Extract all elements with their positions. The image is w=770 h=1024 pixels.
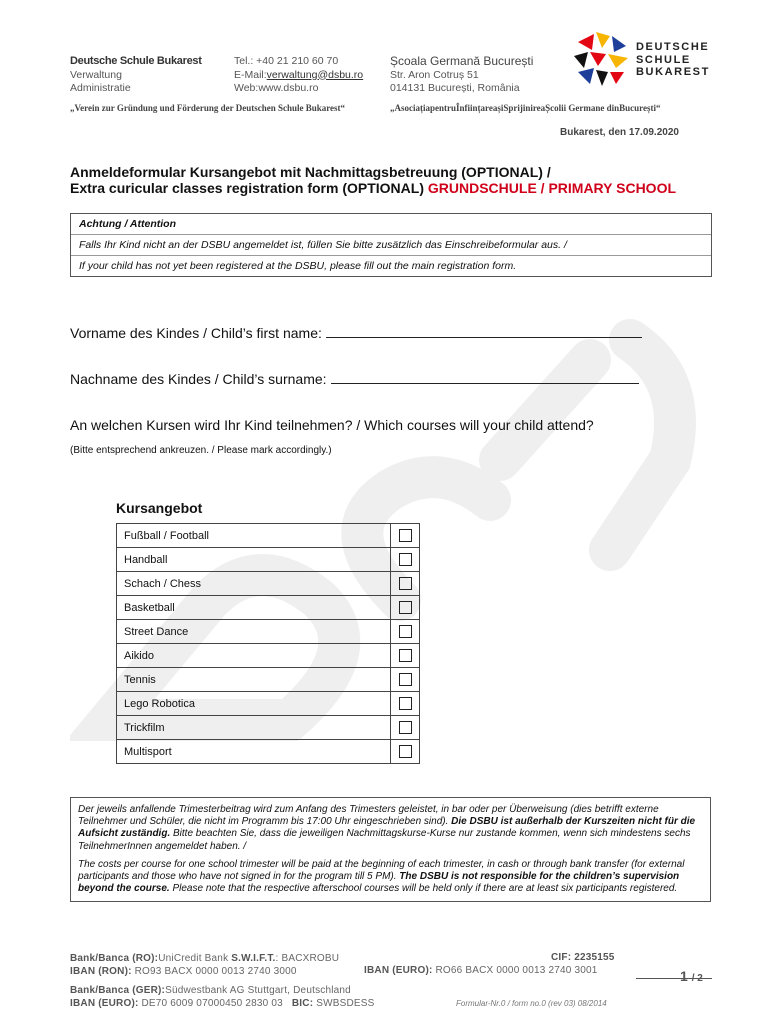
form-title: Anmeldeformular Kursangebot mit Nachmittagsbetreuung (OPTIONAL) / Extra curicular classes registration form (OPTIONAL) GRUNDSCHULE / PRIMARY SCHOOL <box>70 164 677 196</box>
admin-line-ro: Administratie <box>70 82 131 94</box>
attention-line-en: If your child has not yet been registered at the DSBU, please fill out the main registration form. <box>79 260 517 272</box>
surname-row <box>70 371 639 387</box>
attention-heading: Achtung / Attention <box>71 214 711 235</box>
courses-table <box>116 523 420 764</box>
attention-box <box>70 213 712 277</box>
course-checkbox[interactable] <box>399 625 412 638</box>
course-checkbox[interactable] <box>399 745 412 758</box>
course-checkbox[interactable] <box>399 601 412 614</box>
courses-question: An welchen Kursen wird Ihr Kind teilnehmen? / Which courses will your child attend? <box>70 417 594 433</box>
association-name-de: „Verein zur Gründung und Förderung der Deutschen Schule Bukarest“ <box>70 103 346 113</box>
address-city: 014131 București, România <box>390 82 520 94</box>
course-label: Handball <box>117 548 391 572</box>
course-label: Street Dance <box>117 620 391 644</box>
bank-details-ger: Bank/Banca (GER):Südwestbank AG Stuttgart, Deutschland IBAN (EURO): DE70 6009 07000450 2830 03 BIC: SWBSDESS <box>70 985 375 1009</box>
course-label: Basketball <box>117 596 391 620</box>
course-row <box>117 596 420 620</box>
document-date: Bukarest, den 17.09.2020 <box>560 127 679 138</box>
school-name-de: Deutsche Schule Bukarest <box>70 55 202 67</box>
association-name-ro: „AsociațiapentruÎnființareașiSprijinireaȘcolii Germane dinBucurești“ <box>390 103 661 113</box>
course-checkbox[interactable] <box>399 721 412 734</box>
school-name-ro: Școala Germană București <box>390 54 534 68</box>
course-checkbox[interactable] <box>399 553 412 566</box>
terms-note-en: The costs per course for one school trimester will be paid at the beginning of each trimester, in cash or through bank transfer (for external participants and those who have not signed in for the program till 5 PM). The DSBU is not responsible for the children’s supervision beyond the course. Please note that the respective afterschool courses will be held only if there are at least six participants registered. <box>78 858 685 895</box>
iban-euro-ro: IBAN (EURO): RO66 BACX 0000 0013 2740 3001 <box>364 965 598 976</box>
page-number: 1 / 2 <box>680 968 703 984</box>
header-contact-block <box>234 55 363 96</box>
course-row <box>117 668 420 692</box>
course-row <box>117 548 420 572</box>
surname-field[interactable] <box>331 371 639 384</box>
course-label: Fußball / Football <box>117 524 391 548</box>
course-row <box>117 716 420 740</box>
email-link[interactable]: verwaltung@dsbu.ro <box>266 68 364 81</box>
course-label: Multisport <box>117 740 391 764</box>
course-checkbox[interactable] <box>399 529 412 542</box>
course-checkbox[interactable] <box>399 649 412 662</box>
course-row <box>117 620 420 644</box>
attention-line-de: Falls Ihr Kind nicht an der DSBU angemeldet ist, füllen Sie bitte zusätzlich das Einschreibeformular aus. / <box>71 235 711 256</box>
first-name-label: Vorname des Kindes / Child’s first name: <box>70 325 322 341</box>
course-row <box>117 524 420 548</box>
website[interactable]: Web:www.dsbu.ro <box>234 82 319 94</box>
terms-note-de: Der jeweils anfallende Trimesterbeitrag wird zum Anfang des Trimesters geleistet, in bar oder per Überweisung (dies betrifft externe Teilnehmer und Schüler, die nicht im Programm bis 17:00 Uhr eingeschrieben sind). Die DSBU ist außerhalb der Kurszeiten nicht für die Aufsicht zuständig. Bitte beachten Sie, dass die jeweiligen Nachmittagskurse-Kurse nur zustande kommen, wenn sich mindestens sechs TeilnehmerInnen angemeldet haben. / <box>78 804 696 852</box>
course-row <box>117 740 420 764</box>
address-street: Str. Aron Cotruș 51 <box>390 68 479 81</box>
course-checkbox[interactable] <box>399 697 412 710</box>
course-label: Tennis <box>117 668 391 692</box>
course-label: Schach / Chess <box>117 572 391 596</box>
terms-note-box <box>70 797 711 902</box>
header-romanian-block <box>390 55 533 96</box>
course-label: Aikido <box>117 644 391 668</box>
first-name-field[interactable] <box>326 325 642 338</box>
cif-number: CIF: 2235155 <box>551 952 615 963</box>
logo-wordmark: DEUTSCHE SCHULE BUKAREST <box>636 41 710 78</box>
school-level: GRUNDSCHULE / PRIMARY SCHOOL <box>427 180 677 196</box>
course-checkbox[interactable] <box>399 673 412 686</box>
email-label: E-Mail: <box>234 68 267 81</box>
courses-title: Kursangebot <box>116 500 203 516</box>
course-label: Lego Robotica <box>117 692 391 716</box>
admin-line-de: Verwaltung <box>70 68 122 81</box>
surname-label: Nachname des Kindes / Child’s surname: <box>70 371 327 387</box>
course-row <box>117 644 420 668</box>
dsbu-logo-icon <box>570 28 632 90</box>
phone-number: Tel.: +40 21 210 60 70 <box>234 55 339 67</box>
header-german-block <box>70 55 202 96</box>
courses-hint: (Bitte entsprechend ankreuzen. / Please mark accordingly.) <box>70 445 332 456</box>
bank-details-ro: Bank/Banca (RO):UniCredit Bank S.W.I.F.T.: BACXROBU IBAN (RON): RO93 BACX 0000 0013 2740 3000 <box>70 953 340 977</box>
first-name-row <box>70 325 642 341</box>
course-label: Trickfilm <box>117 716 391 740</box>
course-row <box>117 692 420 716</box>
form-number: Formular-Nr.0 / form no.0 (rev 03) 08/2014 <box>456 999 607 1008</box>
course-row <box>117 572 420 596</box>
course-checkbox[interactable] <box>399 577 412 590</box>
